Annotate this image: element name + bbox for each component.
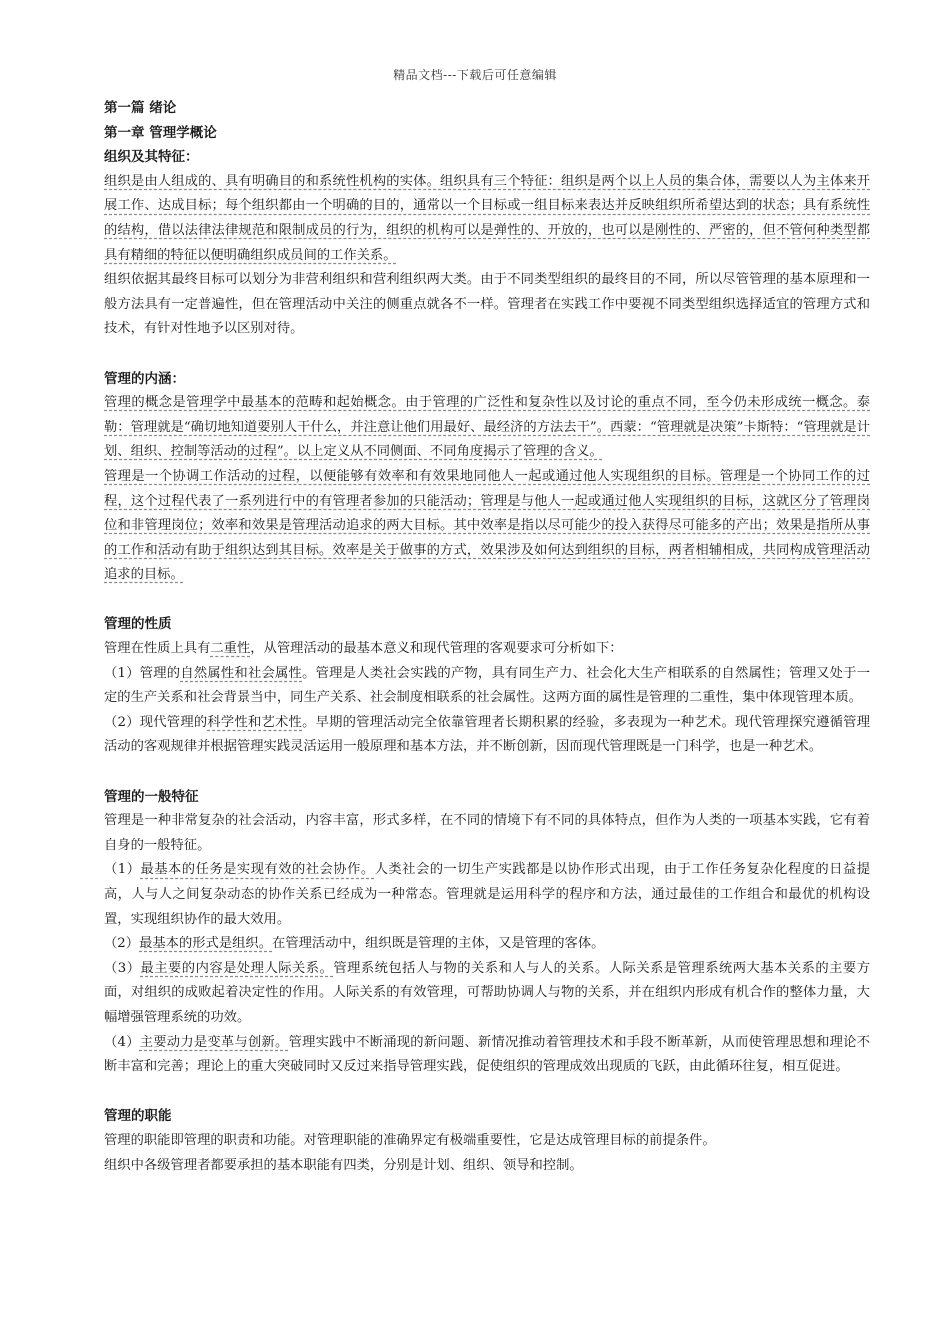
list-item <box>104 858 870 932</box>
list-item <box>104 932 870 957</box>
underlined-text: 二重性 <box>210 641 251 657</box>
spacer <box>104 342 870 367</box>
text-run: 管理在性质上具有 <box>104 641 211 657</box>
underlined-text: 自然属性和社会属性 <box>180 665 303 681</box>
paragraph <box>104 391 870 465</box>
spacer <box>104 1080 870 1105</box>
underlined-text: 管理是一个协调工作活动的过程，以便能够有效率和有效果地同他人一起或通过他人实现组织的目标。管理是一个协同工作的过程，这个过程代表了一系列进行中的有管理者参加的只能活动；管理是与他人一起或通过他人实现组织的目标，这就区分了管理岗位和非管理岗位；效率和效果是管理活动追求的两大目标。其中效率是指以尽可能少的投入获得尽可能多的产出；效果是指所从事的工作和活动有助于组织达到其目标。效率是关于做事的方式，效果涉及如何达到组织的目标，两者相辅相成，共同构成管理活动追求的目标。 <box>104 468 870 583</box>
text-run: 在管理活动中，组织既是管理的主体，又是管理的客体。 <box>272 936 605 952</box>
text-run: （4） <box>104 1034 140 1050</box>
list-item <box>104 1031 870 1080</box>
spacer <box>104 588 870 613</box>
paragraph: 管理是一种非常复杂的社会活动，内容丰富，形式多样，在不同的情境下有不同的具体特点，但作为人类的一项基本实践，它有着自身的一般特征。 <box>104 813 870 853</box>
text-run: ，从管理活动的最基本意义和现代管理的客观要求可分析如下： <box>250 641 623 657</box>
underlined-text: 主要动力是变革与创新。 <box>139 1034 289 1050</box>
list-item <box>104 662 870 711</box>
text-run: （1）管理的 <box>104 665 181 681</box>
text-run: 。早期的管理活动完全依靠管理者长期积累的经验，多表现为一种艺术。现代管理探究遵循管理活动的客观规律并根据管理实践灵活运用一般原理和基本方法，并不断创新，因而现代管理既是一门科学，也是一种艺术。 <box>104 714 871 755</box>
text-run: 人类社会的一切生产实践都是以协作形式出现，由于工作任务复杂化程度的日益提高，人与人之间复杂动态的协作关系已经成为一种常态。管理就是运用科学的程序和方法，通过最佳的工作组合和最优的机构设置，实现组织协作的最大效用。 <box>104 862 871 927</box>
paragraph <box>104 170 870 268</box>
underlined-text: 最基本的任务是实现有效的社会协作。 <box>140 862 375 878</box>
text-run: 管理实践中不断涌现的新问题、新情况推动着管理技术和手段不断革新，从而使管理思想和理论不断丰富和完善；理论上的重大突破同时又反过来指导管理实践，促使组织的管理成效出现质的飞跃，由此循环往复，相互促进。 <box>104 1034 871 1075</box>
chapter-title: 第一章 管理学概论 <box>104 124 217 141</box>
text-run: （3） <box>104 960 141 976</box>
paragraph <box>104 637 870 662</box>
text-run: 管理系统包括人与物的关系和人与人的关系。人际关系是管理系统两大基本关系的主要方面，对组织的成败起着决定性的作用。人际关系的有效管理，可帮助协调人与物的关系，并在组织内形成有机合作的整体力量，大幅增强管理系统的功效。 <box>104 960 870 1025</box>
text-run: （1） <box>104 862 141 878</box>
section-heading-nature: 管理的性质 <box>104 616 172 633</box>
section-heading-connotation: 管理的内涵： <box>104 370 185 387</box>
page-header: 精品文档---下载后可任意编辑 <box>393 68 557 82</box>
spacer <box>104 760 870 785</box>
underlined-text: 管理的概念是管理学中最基本的范畴和起始概念。由于管理的广泛性和复杂性以及讨论的重点不同，至今仍未形成统一概念。泰勒：管理就是“确切地知道要别人干什么，并注意让他们用最好、最经济的方法去干”。西蒙：“管理就是决策”卡斯特：“管理就是计划、组织、控制等活动的过程”。以上定义从不同侧面、不同角度揭示了管理的含义。 <box>104 395 870 460</box>
paragraph: 管理的职能即管理的职责和功能。对管理职能的准确界定有极端重要性，它是达成管理目标的前提条件。 <box>104 1132 716 1148</box>
underlined-text: 最基本的形式是组织。 <box>139 936 273 952</box>
paragraph <box>104 465 870 588</box>
section-heading-characteristics: 管理的一般特征 <box>104 788 199 805</box>
list-item <box>104 957 870 1031</box>
text-run: （2）现代管理的 <box>104 714 208 730</box>
part-title: 第一篇 绪论 <box>104 100 177 116</box>
paragraph: 组织依据其最终目标可以划分为非营利组织和营利组织两大类。由于不同类型组织的最终目的不同，所以尽管管理的基本原理和一般方法具有一定普遍性，但在管理活动中关注的侧重点就各不一样。管理者在实践工作中要视不同类型组织选择适宜的管理方式和技术，有针对性地予以区别对待。 <box>104 272 870 337</box>
document-body <box>104 96 870 1178</box>
underlined-text: 最主要的内容是处理人际关系。 <box>140 960 334 976</box>
section-heading-organization: 组织及其特征： <box>104 149 199 166</box>
underlined-text: 科学性和艺术性 <box>207 714 303 730</box>
section-heading-functions: 管理的职能 <box>104 1108 172 1125</box>
text-run: （2） <box>104 936 140 952</box>
list-item <box>104 711 870 760</box>
underlined-text: 组织是由人组成的、具有明确目的和系统性机构的实体。组织具有三个特征：组织是两个以上人员的集合体，需要以人为主体来开展工作、达成目标；每个组织都由一个明确的目的，通常以一个目标或一组目标来表达并反映组织所希望达到的状态；具有系统性的结构，借以法律法律规范和限制成员的行为，组织的机构可以是弹性的、开放的，也可以是刚性的、严密的，但不管何种类型都具有精细的特征以便明确组织成员间的工作关系。 <box>104 173 870 263</box>
paragraph: 组织中各级管理者都要承担的基本职能有四类，分别是计划、组织、领导和控制。 <box>104 1157 583 1173</box>
text-run: 。管理是人类社会实践的产物，具有同生产力、社会化大生产相联系的自然属性；管理又处于一定的生产关系和社会背景当中，同生产关系、社会制度相联系的社会属性。这两方面的属性是管理的二重性，集中体现管理本质。 <box>104 665 870 706</box>
